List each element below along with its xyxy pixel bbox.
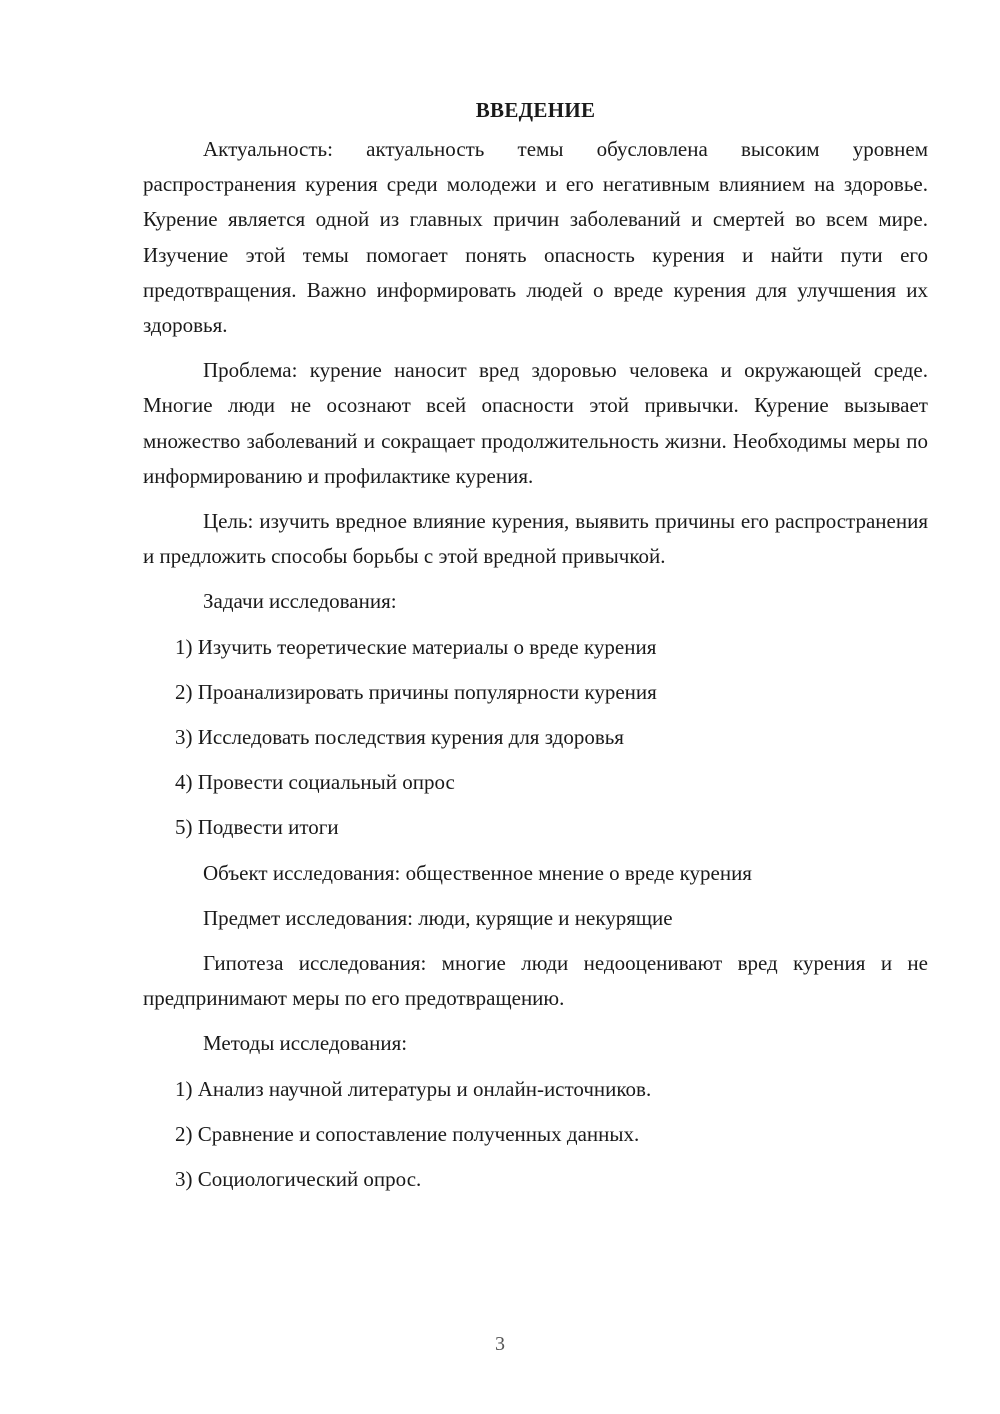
problem-paragraph: Проблема: курение наносит вред здоровью человека и окружающей среде. Многие люди не осознают всей опасности этой привычки. Курение вызывает множество заболеваний и сокращает продолжительность жизни. Необходимы меры по информированию и профилактике курения. [143, 358, 928, 488]
list-item: 4) Провести социальный опрос [175, 770, 455, 795]
list-item: 2) Сравнение и сопоставление полученных данных. [175, 1121, 640, 1146]
list-item: 3) Исследовать последствия курения для здоровья [175, 725, 624, 750]
object-line: Объект исследования: общественное мнение о вреде курения [203, 860, 752, 885]
section-title: ВВЕДЕНИЕ [475, 98, 596, 122]
hypothesis-paragraph: Гипотеза исследования: многие люди недооценивают вред курения и не предпринимают меры по его предотвращению. [143, 951, 928, 1011]
relevance-paragraph: Актуальность: актуальность темы обусловлена высоким уровнем распространения курения среди молодежи и его негативным влиянием на здоровье. Курение является одной из главных причин заболеваний и смертей во всем мире. Изучение этой темы помогает понять опасность курения и найти пути его предотвращения. Важно информировать людей о вреде курения для улучшения их здоровья. [143, 137, 928, 338]
goal-paragraph: Цель: изучить вредное влияние курения, выявить причины его распространения и предложить способы борьбы с этой вредной привычкой. [143, 509, 928, 569]
tasks-list [143, 630, 928, 846]
list-item: 3) Социологический опрос. [175, 1167, 422, 1192]
list-item: 5) Подвести итоги [175, 815, 339, 840]
methods-list [143, 1072, 928, 1198]
list-item: 1) Анализ научной литературы и онлайн-источников. [175, 1076, 652, 1101]
subject-line: Предмет исследования: люди, курящие и некурящие [203, 905, 673, 930]
tasks-heading: Задачи исследования: [203, 589, 397, 614]
page-number: 3 [495, 1333, 505, 1355]
list-item: 1) Изучить теоретические материалы о вреде курения [175, 634, 657, 659]
list-item: 2) Проанализировать причины популярности курения [175, 679, 657, 704]
methods-heading: Методы исследования: [203, 1031, 408, 1056]
document-page [143, 94, 928, 1207]
